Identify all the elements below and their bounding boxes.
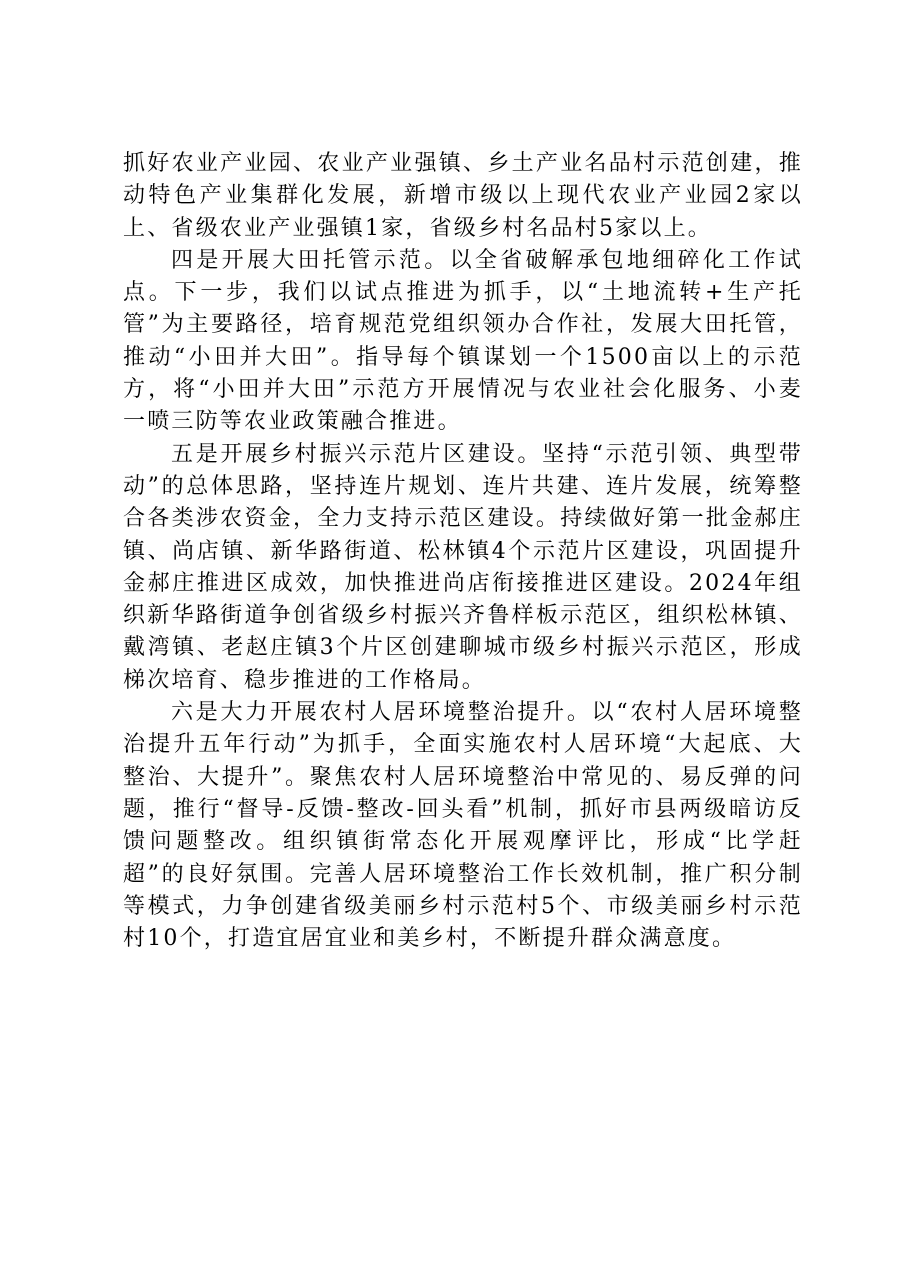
paragraph-living-environment: 六是大力开展农村人居环境整治提升。以“农村人居环境整治提升五年行动”为抓手，全面实施农村人居环境“大起底、大整治、大提升”。聚焦农村人居环境整治中常见的、易反弹的问题，推行“督导-反馈-整改-回头看”机制，抓好市县两级暗访反馈问题整改。组织镇街常态化开展观摩评比，形成“比学赶超”的良好氛围。完善人居环境整治工作长效机制，推广积分制等模式，力争创建省级美丽乡村示范村5个、市级美丽乡村示范村10个，打造宜居宜业和美乡村，不断提升群众满意度。	[123, 700, 803, 952]
paragraph-demonstration-zone: 五是开展乡村振兴示范片区建设。坚持“示范引领、典型带动”的总体思路，坚持连片规划、连片共建、连片发展，统筹整合各类涉农资金，全力支持示范区建设。持续做好第一批金郝庄镇、尚店镇、新华路街道、松林镇4个示范片区建设，巩固提升金郝庄推进区成效，加快推进尚店衔接推进区建设。2024年组织新华路街道争创省级乡村振兴齐鲁样板示范区，组织松林镇、戴湾镇、老赵庄镇3个片区创建聊城市级乡村振兴示范区，形成梯次培育、稳步推进的工作格局。	[123, 441, 803, 693]
document-body	[123, 148, 803, 955]
paragraph-continuation: 抓好农业产业园、农业产业强镇、乡土产业名品村示范创建，推动特色产业集群化发展，新增市级以上现代农业产业园2家以上、省级农业产业强镇1家，省级乡村名品村5家以上。	[123, 151, 803, 241]
paragraph-field-trusteeship: 四是开展大田托管示范。以全省破解承包地细碎化工作试点。下一步，我们以试点推进为抓手，以“土地流转+生产托管”为主要路径，培育规范党组织领办合作社，发展大田托管，推动“小田并大田”。指导每个镇谋划一个1500亩以上的示范方，将“小田并大田”示范方开展情况与农业社会化服务、小麦一喷三防等农业政策融合推进。	[123, 247, 803, 435]
